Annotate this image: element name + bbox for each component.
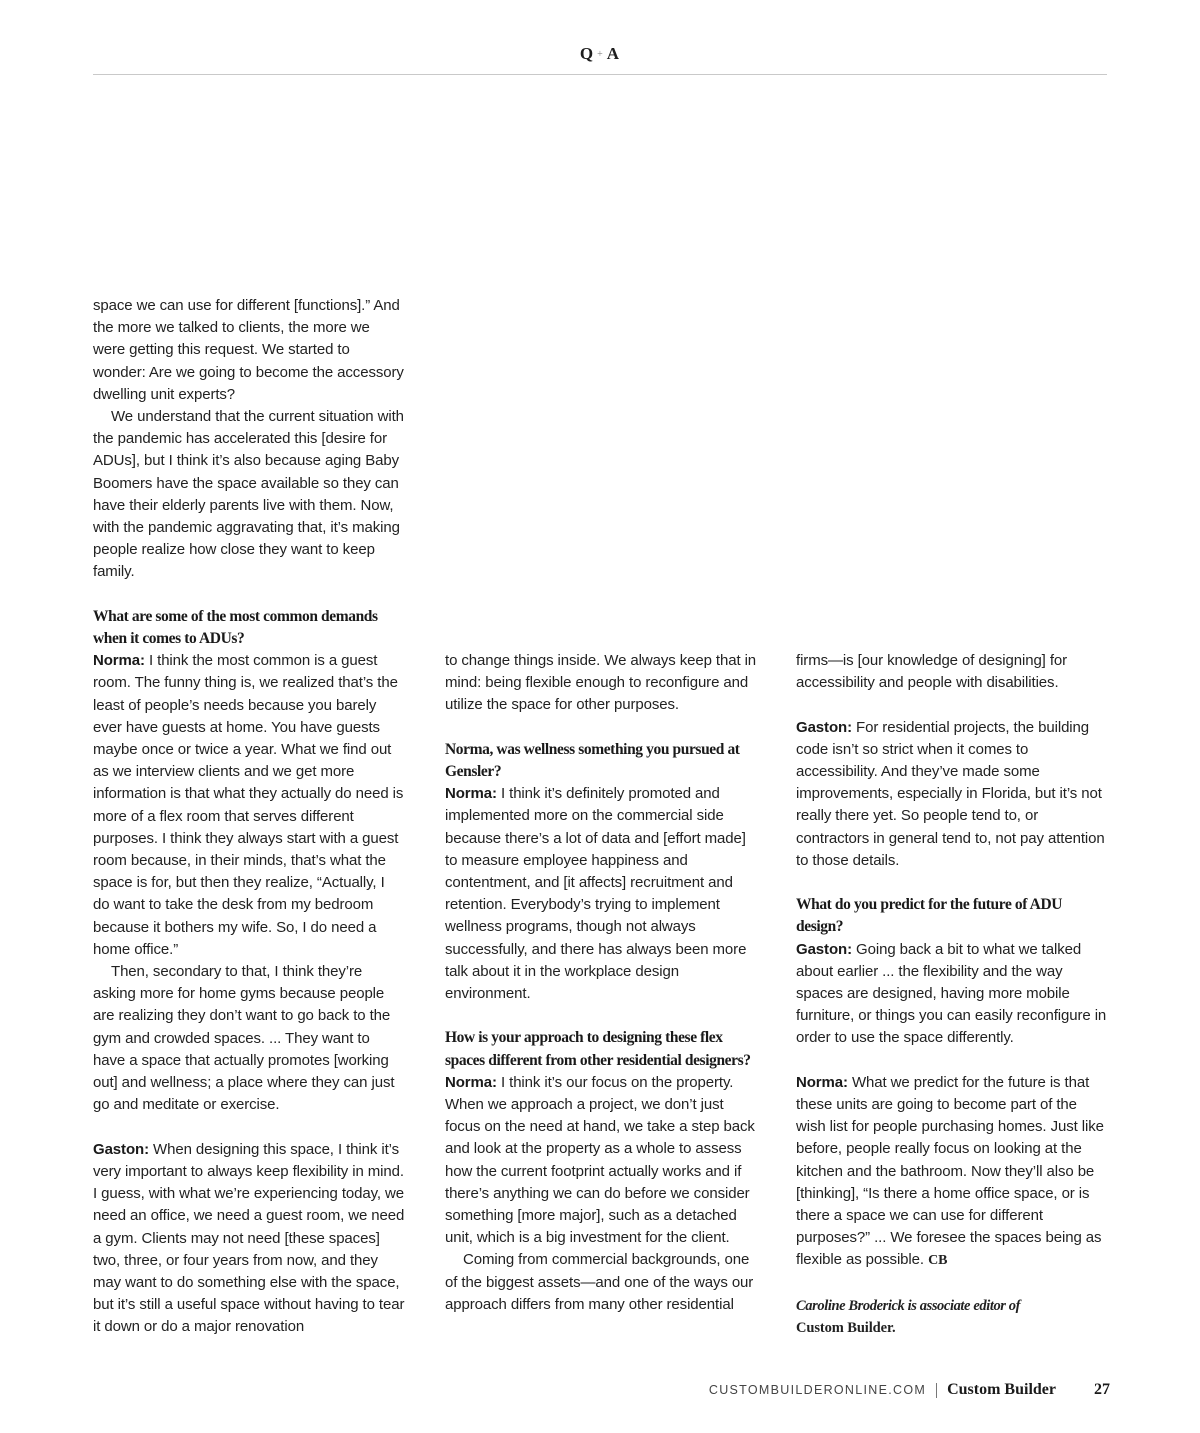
answer-text: I think it’s definitely promoted and implemented more on the commercial side because there’s a lot of data and [effort made] to measure employee happiness and contentment, and [it affects] recruitment and retention. Everybody’s trying to implement wellness programs, though not always successfully, and there has always been more talk about it in the workplace design environment.	[445, 785, 747, 1003]
spacer	[796, 1273, 1108, 1295]
answer-paragraph	[796, 1072, 1108, 1273]
column-2	[445, 650, 757, 1316]
answer-paragraph	[796, 939, 1108, 1050]
answer-paragraph	[445, 783, 757, 1005]
spacer	[796, 694, 1108, 716]
paragraph: Coming from commercial backgrounds, one of the biggest assets—and one of the ways our approach differs from many other residential	[445, 1251, 754, 1313]
speaker-label: Norma:	[445, 1073, 497, 1091]
speaker-label: Gaston:	[93, 1140, 149, 1158]
answer-text: When designing this space, I think it’s very important to always keep flexibility in mind. I guess, with what we’re experiencing today, we need an office, we need a guest room, we need a gym. Clients may not need [these spaces] two, three, or four years from now, and they may want to do something else with the space, but it’s still a useful space without having to tear it down or do a major renovation	[93, 1140, 405, 1336]
answer-paragraph	[445, 1072, 757, 1250]
paragraph: space we can use for different [functions].” And the more we talked to clients, the more we were getting this request. We started to wonder: Are we going to become the accessory dwelling unit experts?	[93, 297, 404, 403]
paragraph: We understand that the current situation with the pandemic has accelerated this [desire for ADUs], but I think it’s also because aging Baby Boomers have the space available so they can have their elderly parents live with them. Now, with the pandemic aggravating that, it’s making people realize how close they want to keep family.	[93, 408, 404, 581]
speaker-label: Norma:	[445, 785, 497, 803]
end-mark: CB	[928, 1253, 948, 1269]
speaker-label: Gaston:	[796, 718, 852, 736]
column-1	[93, 295, 405, 1339]
question-heading: Norma, was wellness something you pursued at Gensler?	[445, 740, 740, 780]
answer-paragraph	[796, 717, 1108, 872]
answer-paragraph	[93, 650, 405, 961]
question-heading: What are some of the most common demands when it comes to ADUs?	[93, 607, 378, 648]
header-a: A	[606, 44, 621, 63]
answer-text: Going back a bit to what we talked about earlier ... the flexibility and the way spaces are designed, having more mobile furniture, or things you can easily reconfigure in order to use the space differently.	[796, 940, 1107, 1047]
paragraph: to change things inside. We always keep that in mind: being flexible enough to reconfigure and utilize the space for other purposes.	[445, 652, 757, 714]
header-q: Q	[579, 44, 595, 63]
author-credit: Caroline Broderick is associate editor of	[796, 1297, 1021, 1314]
question-heading: What do you predict for the future of ADU design?	[796, 896, 1063, 936]
answer-paragraph	[93, 1139, 405, 1339]
footer-website: CUSTOMBUILDERONLINE.COM	[708, 1383, 927, 1397]
paragraph: Then, secondary to that, I think they’re asking more for home gyms because people are realizing they don’t want to go back to the gym and crowded spaces. ... They want to have a space that actually promotes [working out] and wellness; a place where they can just go and meditate or exercise.	[93, 963, 395, 1114]
section-header	[0, 44, 1200, 64]
speaker-label: Norma:	[93, 652, 145, 670]
speaker-label: Norma:	[796, 1073, 848, 1091]
author-credit-publication: Custom Builder.	[796, 1320, 896, 1337]
footer-divider	[936, 1383, 937, 1398]
answer-text: I think the most common is a guest room. The funny thing is, we realized that’s the least of people’s needs because you barely ever have guests at home. You have guests maybe once or twice a year. What we find out as we interview clients and we get more information is that what they actually do need is more of a flex room that serves different purposes. I think they always start with a guest room because, in their minds, that’s what the space is for, but then they realize, “Actually, I do want to take the desk from my bedroom because it bothers my wife. So, I do need a home office.”	[93, 652, 404, 958]
spacer	[93, 1117, 405, 1139]
answer-text: I think it’s our focus on the property. When we approach a project, we don’t just focus on the need at hand, we take a step back and look at the property as a whole to assess how the current footprint actually works and if there’s anything we can do before we consider something [more major], such as a detached unit, which is a big investment for the client.	[445, 1073, 755, 1247]
page-footer	[709, 1379, 1110, 1401]
footer-magazine-name: Custom Builder	[947, 1381, 1056, 1398]
spacer	[445, 717, 757, 739]
column-3	[796, 650, 1108, 1339]
spacer	[93, 584, 405, 606]
header-rule	[93, 74, 1107, 75]
paragraph: firms—is [our knowledge of designing] for accessibility and people with disabilities.	[796, 652, 1068, 692]
page-number: 27	[1094, 1381, 1110, 1398]
speaker-label: Gaston:	[796, 940, 852, 958]
answer-text: What we predict for the future is that these units are going to become part of the wish list for people purchasing homes. Just like before, people really focus on looking at the kitchen and the bathroom. Now they’ll also be [thinking], “Is there a home office space, or is there a space we can use for different purposes?” ... We foresee the spaces being as flexible as possible.	[796, 1073, 1104, 1269]
header-plus: +	[597, 49, 604, 60]
spacer	[796, 1050, 1108, 1072]
answer-text: For residential projects, the building code isn’t so strict when it comes to accessibility. And they’ve made some improvements, especially in Florida, but it’s not really there yet. So people tend to, or contractors in general tend to, not pay attention to those details.	[796, 718, 1105, 869]
spacer	[445, 1005, 757, 1027]
spacer	[796, 872, 1108, 894]
question-heading: How is your approach to designing these flex spaces different from other residential designers?	[445, 1029, 751, 1069]
